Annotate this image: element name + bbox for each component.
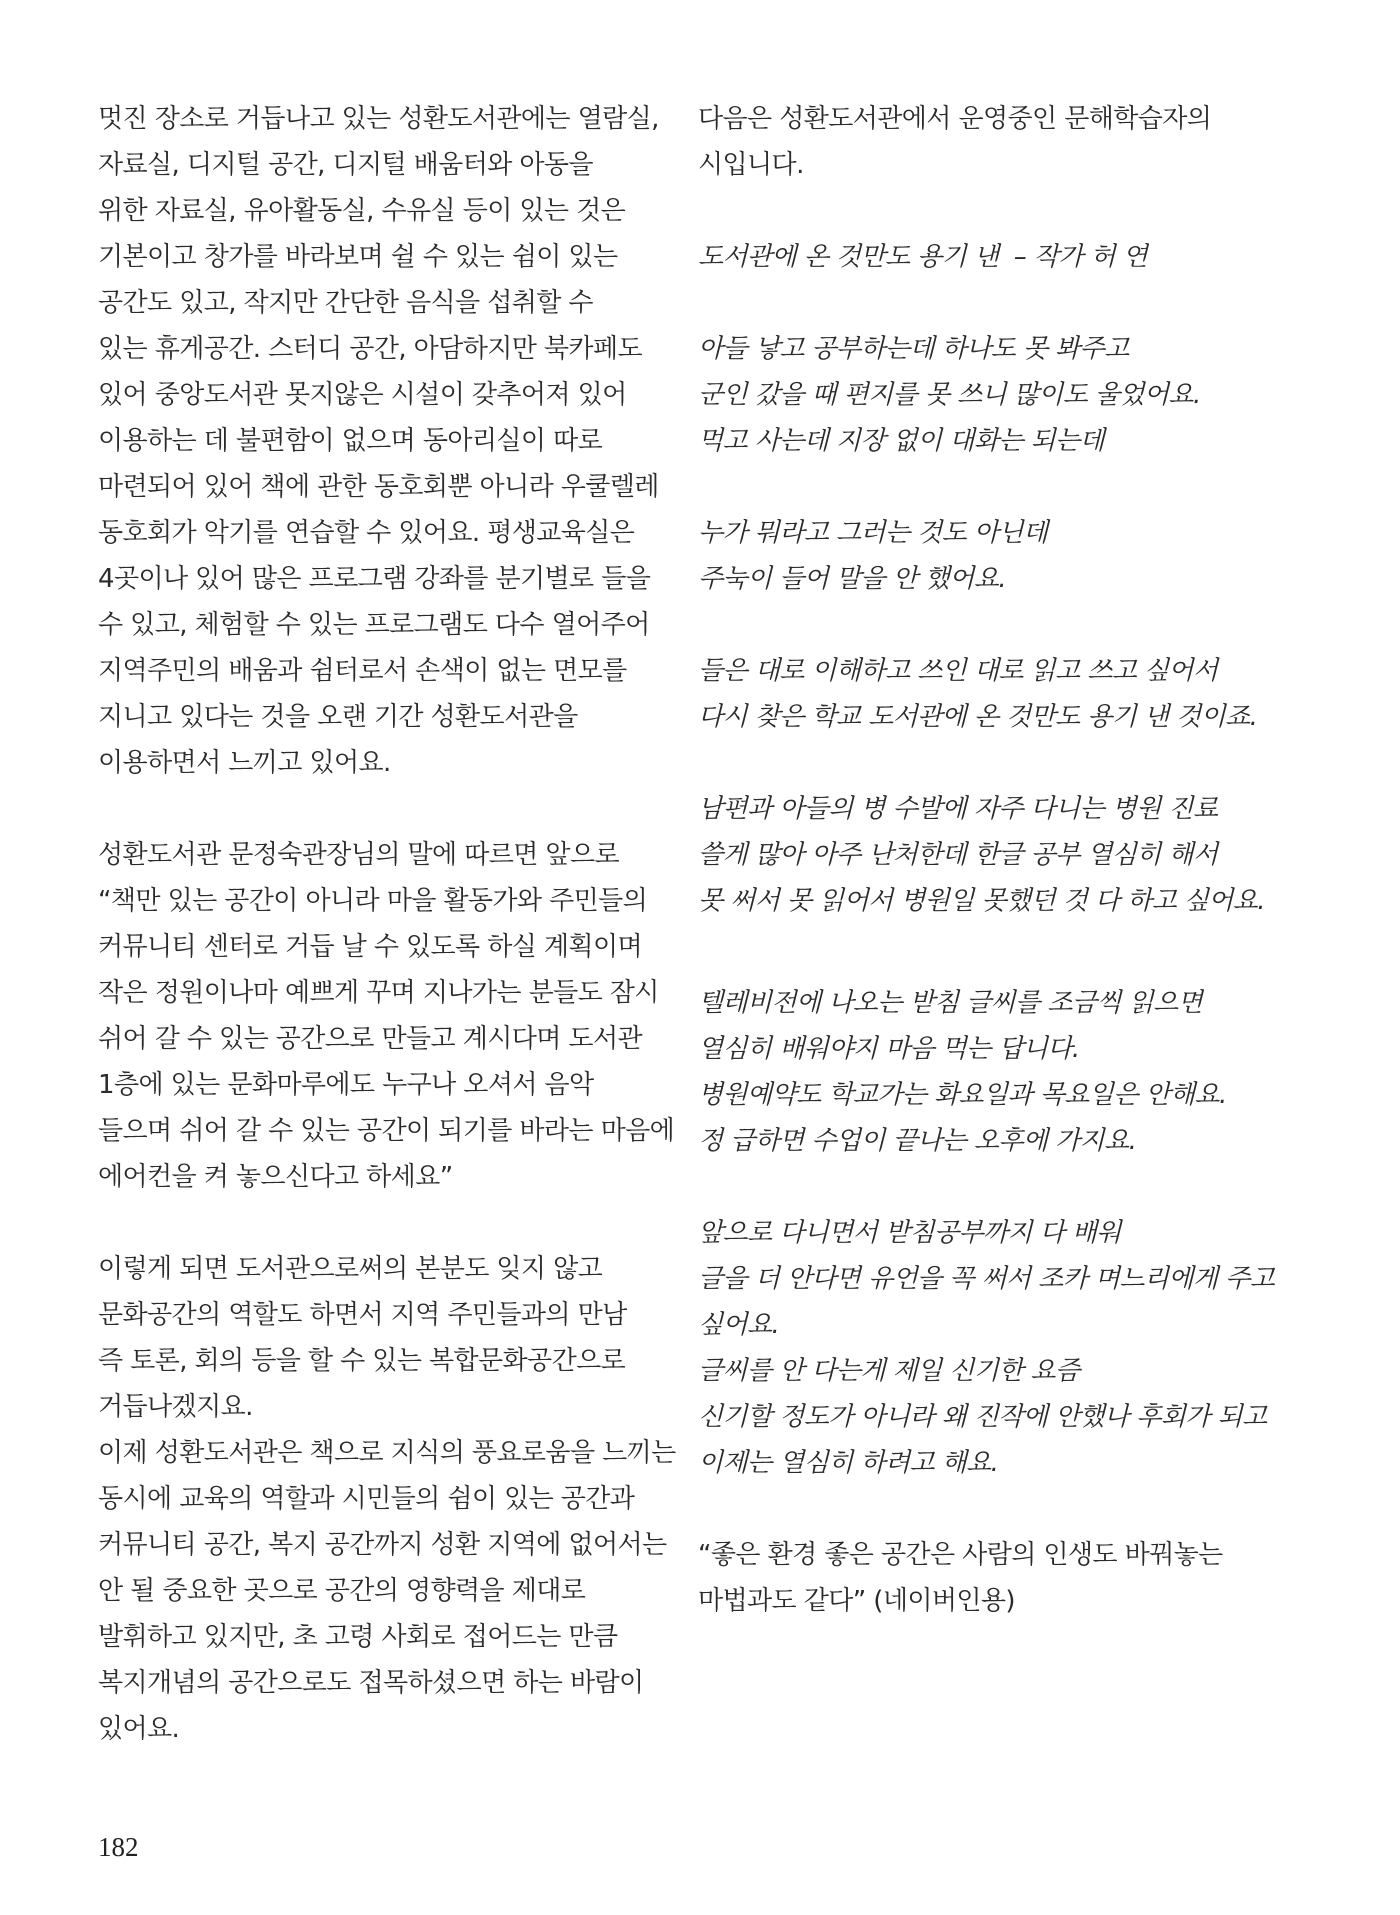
- poem-line: 누가 뭐라고 그러는 것도 아닌데: [698, 518, 1048, 548]
- text-line: 멋진 장소로 거듭나고 있는 성환도서관에는 열람실,: [98, 104, 659, 134]
- poem-line: 주눅이 들어 말을 안 했어요.: [698, 564, 1006, 594]
- poem-line: 병원예약도 학교가는 화요일과 목요일은 안해요.: [698, 1080, 1227, 1110]
- page-number: 182: [98, 1832, 139, 1862]
- poem-line: 앞으로 다니면서 받침공부까지 다 배워: [698, 1218, 1121, 1248]
- stanza-gap: [698, 1164, 1258, 1210]
- paragraph-facilities: [98, 96, 658, 786]
- poem-line: 열심히 배워야지 마음 먹는 답니다.: [698, 1034, 1080, 1064]
- poem-intro: [698, 96, 1258, 188]
- text-line: 다음은 성환도서관에서 운영중인 문해학습자의: [698, 104, 1212, 134]
- text-line: 들으며 쉬어 갈 수 있는 공간이 되기를 바라는 마음에: [98, 1116, 675, 1146]
- poem-line: 텔레비전에 나오는 받침 글씨를 조금씩 읽으면: [698, 988, 1203, 1018]
- poem-line: 들은 대로 이해하고 쓰인 대로 읽고 쓰고 싶어서: [698, 656, 1218, 686]
- text-line: 시입니다.: [698, 150, 804, 180]
- poem-line: 글을 더 안다면 유언을 꼭 써서 조카 며느리에게 주고: [698, 1264, 1275, 1294]
- text-line: 이렇게 되면 도서관으로써의 본분도 잊지 않고: [98, 1254, 603, 1284]
- poem-line: 못 써서 못 읽어서 병원일 못했던 것 다 하고 싶어요.: [698, 886, 1265, 916]
- poem-line: 아들 낳고 공부하는데 하나도 못 봐주고: [698, 334, 1129, 364]
- stanza-gap: [698, 924, 1258, 970]
- text-line: 마법과도 같다” (네이버인용): [698, 1586, 1015, 1616]
- poem-title-line: [698, 234, 1258, 280]
- text-line: 작은 정원이나마 예쁘게 꾸며 지나가는 분들도 잠시: [98, 978, 659, 1008]
- stanza-gap: [698, 740, 1258, 786]
- poem-stanza: [698, 326, 1258, 464]
- paragraph-outlook: [98, 1246, 676, 1752]
- paragraph-gap: [98, 1200, 658, 1246]
- text-line: 공간도 있고, 작지만 간단한 음식을 섭취할 수: [98, 288, 593, 318]
- paragraph-gap: [698, 1486, 1258, 1532]
- right-column: [698, 96, 1275, 1624]
- stanza-gap: [698, 464, 1258, 510]
- text-line: 안 될 중요한 곳으로 공간의 영향력을 제대로: [98, 1576, 586, 1606]
- text-line: 이용하는 데 불편함이 없으며 동아리실이 따로: [98, 426, 603, 456]
- closing-quote: [698, 1532, 1258, 1624]
- text-line: “책만 있는 공간이 아니라 마을 활동가와 주민들의: [98, 886, 648, 916]
- text-line: 1층에 있는 문화마루에도 누구나 오셔서 음악: [98, 1070, 594, 1100]
- paragraph-gap: [98, 786, 658, 832]
- poem-title: 도서관에 온 것만도 용기 낸: [698, 242, 999, 272]
- poem-stanza: [698, 786, 1265, 924]
- text-line: 지역주민의 배움과 쉼터로서 손색이 없는 면모를: [98, 656, 627, 686]
- text-line: 지니고 있다는 것을 오랜 기간 성환도서관을: [98, 702, 578, 732]
- text-line: 커뮤니티 공간, 복지 공간까지 성환 지역에 없어서는: [98, 1530, 667, 1560]
- stanza-gap: [698, 602, 1258, 648]
- text-line: 에어컨을 켜 놓으신다고 하세요”: [98, 1162, 453, 1192]
- text-line: 거듭나겠지요.: [98, 1392, 253, 1422]
- paragraph-gap: [698, 188, 1258, 234]
- text-line: 커뮤니티 센터로 거듭 날 수 있도록 하실 계획이며: [98, 932, 642, 962]
- text-line: 4곳이나 있어 많은 프로그램 강좌를 분기별로 들을: [98, 564, 651, 594]
- poem-line: 남편과 아들의 병 수발에 자주 다니는 병원 진료: [698, 794, 1218, 824]
- text-line: 자료실, 디지털 공간, 디지털 배움터와 아동을: [98, 150, 593, 180]
- text-line: 있는 휴게공간. 스터디 공간, 아담하지만 북카페도: [98, 334, 642, 364]
- poem-line: 먹고 사는데 지장 없이 대화는 되는데: [698, 426, 1105, 456]
- poem-stanza: [698, 980, 1258, 1164]
- text-line: “좋은 환경 좋은 공간은 사람의 인생도 바꿔놓는: [698, 1540, 1223, 1570]
- poem-line: 신기할 정도가 아니라 왜 진작에 안했나 후회가 되고: [698, 1402, 1267, 1432]
- poem-line: 글씨를 안 다는게 제일 신기한 요즘: [698, 1356, 1080, 1386]
- left-column: [98, 96, 676, 1752]
- text-line: 동시에 교육의 역할과 시민들의 쉼이 있는 공간과: [98, 1484, 635, 1514]
- poem-stanza: [698, 510, 1258, 602]
- poem-author: – 작가 허 연: [1013, 242, 1148, 272]
- paragraph-gap: [698, 280, 1258, 326]
- text-line: 발휘하고 있지만, 초 고령 사회로 접어드는 만큼: [98, 1622, 618, 1652]
- text-line: 쉬어 갈 수 있는 공간으로 만들고 계시다며 도서관: [98, 1024, 642, 1054]
- text-line: 성환도서관 문정숙관장님의 말에 따르면 앞으로: [98, 840, 619, 870]
- poem-line: 군인 갔을 때 편지를 못 쓰니 많이도 울었어요.: [698, 380, 1201, 410]
- text-line: 문화공간의 역할도 하면서 지역 주민들과의 만남: [98, 1300, 627, 1330]
- poem-line: 정 급하면 수업이 끝나는 오후에 가지요.: [698, 1126, 1137, 1156]
- text-line: 동호회가 악기를 연습할 수 있어요. 평생교육실은: [98, 518, 635, 548]
- poem-line: 싶어요.: [698, 1310, 780, 1340]
- text-line: 위한 자료실, 유아활동실, 수유실 등이 있는 것은: [98, 196, 626, 226]
- stanza-gap: [698, 970, 1258, 980]
- text-line: 이제 성환도서관은 책으로 지식의 풍요로움을 느끼는: [98, 1438, 676, 1468]
- text-line: 있어요.: [98, 1714, 180, 1744]
- poem-line: 쓸게 많아 아주 난처한데 한글 공부 열심히 해서: [698, 840, 1218, 870]
- text-line: 마련되어 있어 책에 관한 동호회뿐 아니라 우쿨렐레: [98, 472, 659, 502]
- text-line: 있어 중앙도서관 못지않은 시설이 갖추어져 있어: [98, 380, 627, 410]
- poem-line: 다시 찾은 학교 도서관에 온 것만도 용기 낸 것이죠.: [698, 702, 1258, 732]
- poem-stanza: [698, 648, 1258, 740]
- poem-line: 이제는 열심히 하려고 해요.: [698, 1448, 999, 1478]
- poem-stanza: [698, 1210, 1275, 1486]
- text-line: 수 있고, 체험할 수 있는 프로그램도 다수 열어주어: [98, 610, 650, 640]
- paragraph-director-quote: [98, 832, 675, 1200]
- text-line: 기본이고 창가를 바라보며 쉴 수 있는 쉼이 있는: [98, 242, 618, 272]
- text-line: 즉 토론, 회의 등을 할 수 있는 복합문화공간으로: [98, 1346, 626, 1376]
- text-line: 이용하면서 느끼고 있어요.: [98, 748, 391, 778]
- text-line: 복지개념의 공간으로도 접목하셨으면 하는 바람이: [98, 1668, 644, 1698]
